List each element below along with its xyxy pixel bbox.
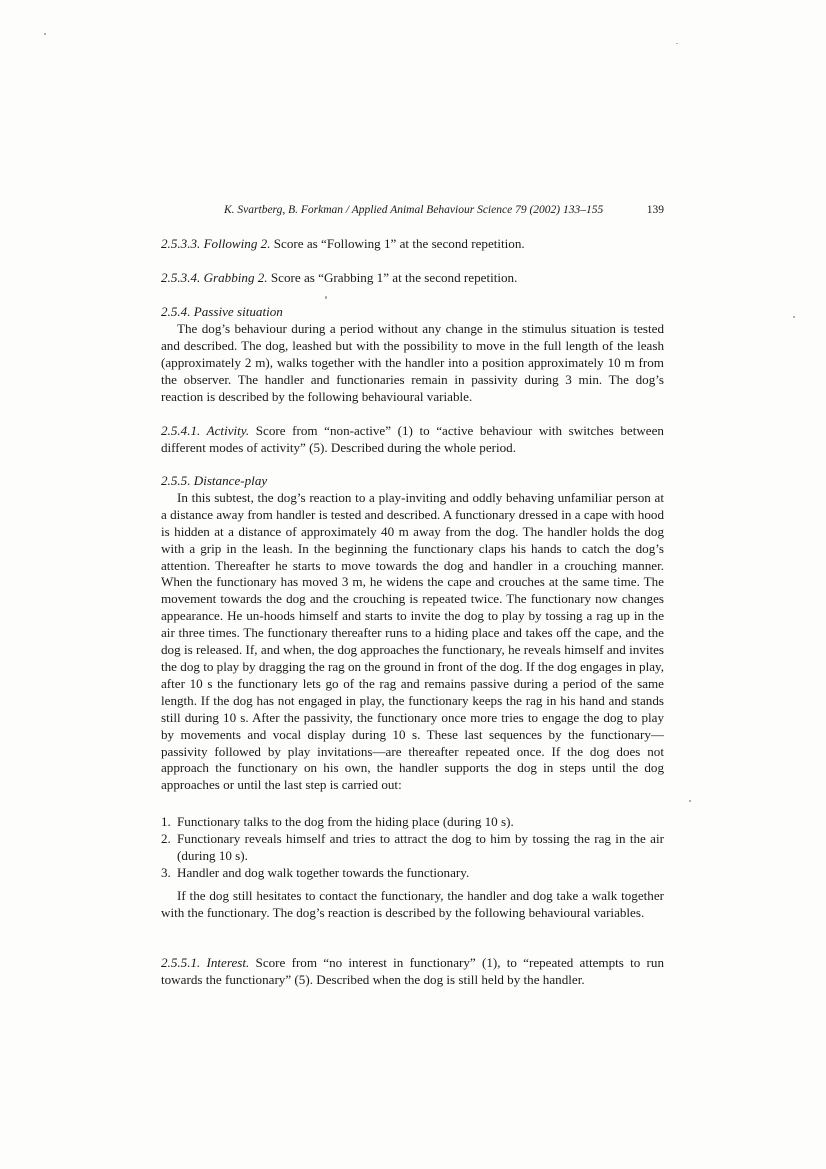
list-number: 3. bbox=[161, 864, 171, 880]
section-text: Score from “no interest in functionary” (1), to “repeated attempts to run towards the functionary” (5). Described when the dog is still held by the handler. bbox=[161, 955, 664, 987]
section-number: 2.5.3.4. bbox=[161, 270, 201, 285]
section-paragraph bbox=[161, 955, 664, 989]
list-number: 2. bbox=[161, 830, 171, 846]
section-title: Grabbing 2. bbox=[203, 270, 268, 285]
scan-speck bbox=[325, 296, 327, 299]
section-title: Interest. bbox=[206, 955, 250, 970]
scan-speck bbox=[793, 316, 795, 318]
section-2-5-5 bbox=[161, 473, 664, 794]
section-number: 2.5.4.1. bbox=[161, 423, 201, 438]
running-head: K. Svartberg, B. Forkman / Applied Animal Behaviour Science 79 (2002) 133–155 bbox=[224, 204, 604, 216]
section-paragraph bbox=[161, 270, 664, 287]
running-header bbox=[161, 204, 664, 222]
section-paragraph bbox=[161, 236, 664, 253]
section-heading: 2.5.4. Passive situation bbox=[161, 304, 283, 319]
section-number: 2.5.5.1. bbox=[161, 955, 201, 970]
section-text: Score as “Following 1” at the second repetition. bbox=[270, 236, 525, 251]
section-2-5-3-3 bbox=[161, 236, 664, 253]
list-text: Functionary talks to the dog from the hiding place (during 10 s). bbox=[177, 814, 514, 829]
body-paragraph: In this subtest, the dog’s reaction to a play-inviting and oddly behaving unfamiliar person at a distance away from handler is tested and described. A functionary dressed in a cape with hood is hidden at a distance of approximately 40 m away from the dog. The handler holds the dog with a grip in the leash. In the beginning the functionary claps his hands to catch the dog’s attention. Thereafter he starts to move towards the dog and handler in a crouching manner. When the functionary has moved 3 m, he widens the cape and crouches at the same time. The movement towards the dog and the crouching is repeated twice. The functionary now changes appearance. He un-hoods himself and starts to invite the dog to play by tossing a rag up in the air three times. The functionary thereafter runs to a hiding place and takes off the cape, and the dog is released. If, and when, the dog approaches the functionary, he reveals himself and invites the dog to play by dragging the rag on the ground in front of the dog. If the dog engages in play, after 10 s the functionary lets go of the rag and remains passive during a period of the same length. If the dog has not engaged in play, the functionary keeps the rag in his hand and stands still during 10 s. After the passivity, the functionary once more tries to engage the dog to play by movements and vocal display during 10 s. These last sequences by the functionary—passivity followed by play invitations—are thereafter repeated once. If the dog does not approach the functionary on his own, the handler supports the dog in steps until the dog approaches or until the last step is carried out: bbox=[161, 489, 664, 793]
list-text: Functionary reveals himself and tries to attract the dog to him by tossing the rag in the air (during 10 s). bbox=[177, 830, 664, 863]
scan-speck bbox=[676, 43, 678, 44]
list-item bbox=[161, 865, 664, 882]
section-2-5-4 bbox=[161, 304, 664, 405]
section-title: Activity. bbox=[206, 423, 250, 438]
body-paragraph: If the dog still hesitates to contact the functionary, the handler and dog take a walk together with the functionary. The dog’s reaction is described by the following behavioural variables. bbox=[161, 888, 664, 920]
steps-list bbox=[161, 814, 664, 882]
body-paragraph: The dog’s behaviour during a period without any change in the stimulus situation is tested and described. The dog, leashed but with the possibility to move in the full length of the leash (approximately 2 m), walks together with the handler into a position approximately 10 m from the observer. The handler and functionaries remain in passivity during 3 min. The dog’s reaction is described by the following behavioural variable. bbox=[161, 320, 664, 404]
section-heading: 2.5.5. Distance-play bbox=[161, 473, 268, 488]
scan-speck bbox=[44, 33, 46, 35]
section-2-5-3-4 bbox=[161, 270, 664, 287]
section-text: Score from “non-active” (1) to “active behaviour with switches between different modes of activity” (5). Described during the whole period. bbox=[161, 423, 664, 455]
section-title: Following 2. bbox=[203, 236, 271, 251]
section-number: 2.5.3.3. bbox=[161, 236, 201, 251]
list-item bbox=[161, 831, 664, 865]
list-text: Handler and dog walk together towards the functionary. bbox=[177, 864, 470, 880]
list-item bbox=[161, 814, 664, 831]
list-number: 1. bbox=[161, 814, 171, 829]
section-paragraph bbox=[161, 423, 664, 457]
section-text: Score as “Grabbing 1” at the second repetition. bbox=[267, 270, 518, 285]
closing-paragraph-block bbox=[161, 888, 664, 922]
scan-speck bbox=[689, 800, 691, 802]
section-2-5-4-1 bbox=[161, 423, 664, 457]
section-2-5-5-1 bbox=[161, 955, 664, 989]
page-number: 139 bbox=[646, 204, 664, 216]
